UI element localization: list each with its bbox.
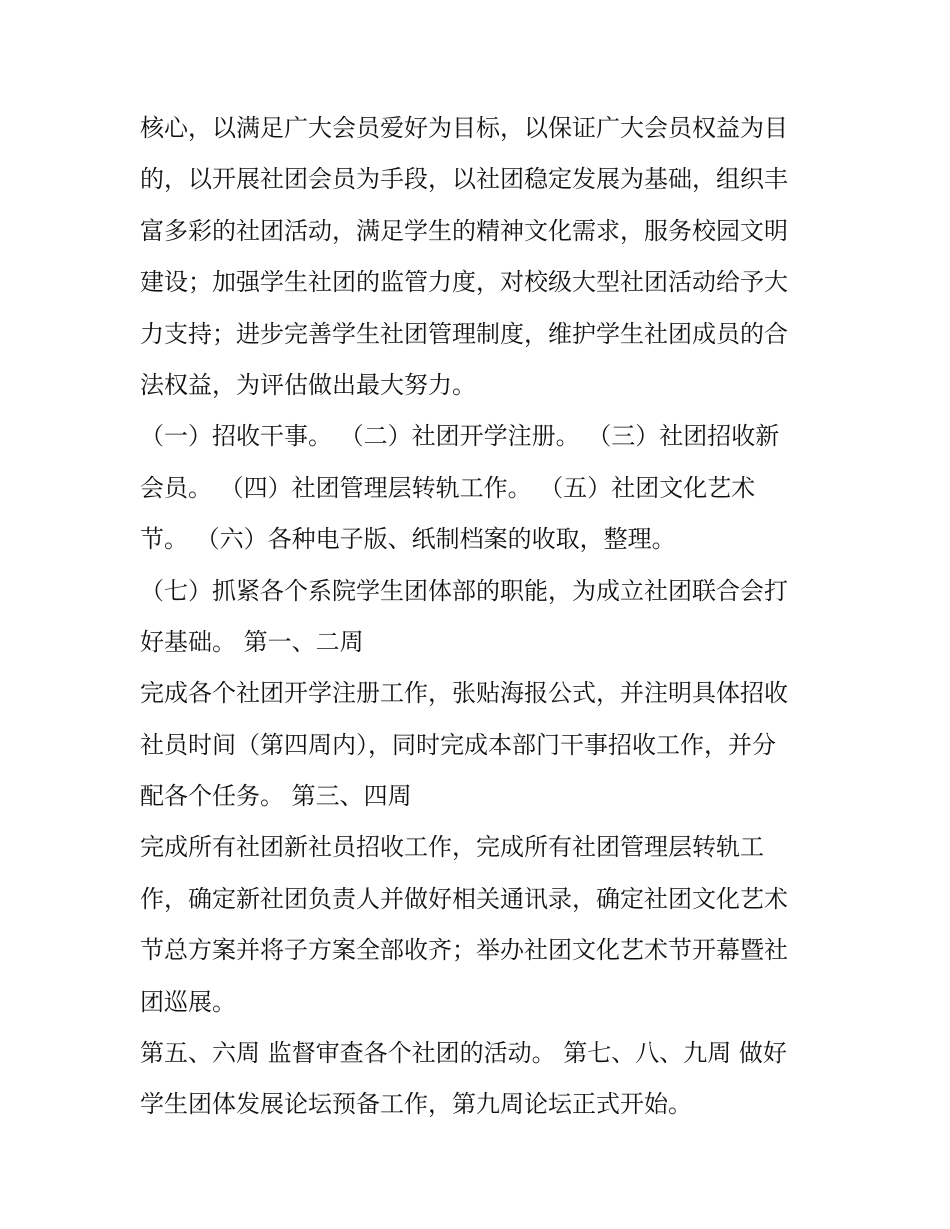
text-line-14: 配各个任务。 第三、四周 bbox=[140, 782, 412, 811]
text-line-6: 法权益，为评估做出最大努力。 bbox=[140, 370, 476, 399]
text-line-17: 节总方案并将子方案全部收齐；举办社团文化艺术节开幕暨社 bbox=[140, 936, 788, 965]
text-line-19: 第五、六周 监督审查各个社团的活动。 第七、八、九周 做好 bbox=[140, 1039, 787, 1068]
text-line-10: （七）抓紧各个系院学生团体部的职能，为成立社团联合会打 bbox=[140, 576, 788, 605]
text-line-11: 好基础。 第一、二周 bbox=[140, 627, 364, 656]
text-line-7: （一）招收干事。 （二）社团开学注册。 （三）社团招收新 bbox=[140, 422, 780, 451]
text-line-9: 节。 （六）各种电子版、纸制档案的收取，整理。 bbox=[140, 525, 676, 554]
text-line-5: 力支持；进步完善学生社团管理制度，维护学生社团成员的合 bbox=[140, 319, 788, 348]
text-line-4: 建设；加强学生社团的监管力度，对校级大型社团活动给予大 bbox=[140, 268, 788, 297]
text-line-15: 完成所有社团新社员招收工作，完成所有社团管理层转轨工 bbox=[140, 833, 764, 862]
text-line-12: 完成各个社团开学注册工作，张贴海报公式，并注明具体招收 bbox=[140, 679, 788, 708]
text-line-13: 社员时间（第四周内），同时完成本部门干事招收工作，并分 bbox=[140, 730, 776, 759]
text-line-3: 富多彩的社团活动，满足学生的精神文化需求，服务校园文明 bbox=[140, 216, 788, 245]
text-line-20: 学生团体发展论坛预备工作，第九周论坛正式开始。 bbox=[140, 1090, 692, 1119]
text-line-16: 作，确定新社团负责人并做好相关通讯录，确定社团文化艺术 bbox=[140, 884, 788, 913]
text-line-8: 会员。 （四）社团管理层转轨工作。 （五）社团文化艺术 bbox=[140, 473, 756, 502]
document-body bbox=[140, 103, 830, 1131]
text-line-18: 团巡展。 bbox=[140, 987, 236, 1016]
text-line-2: 的，以开展社团会员为手段，以社团稳定发展为基础，组织丰 bbox=[140, 165, 788, 194]
text-line-1: 核心，以满足广大会员爱好为目标，以保证广大会员权益为目 bbox=[140, 114, 788, 142]
